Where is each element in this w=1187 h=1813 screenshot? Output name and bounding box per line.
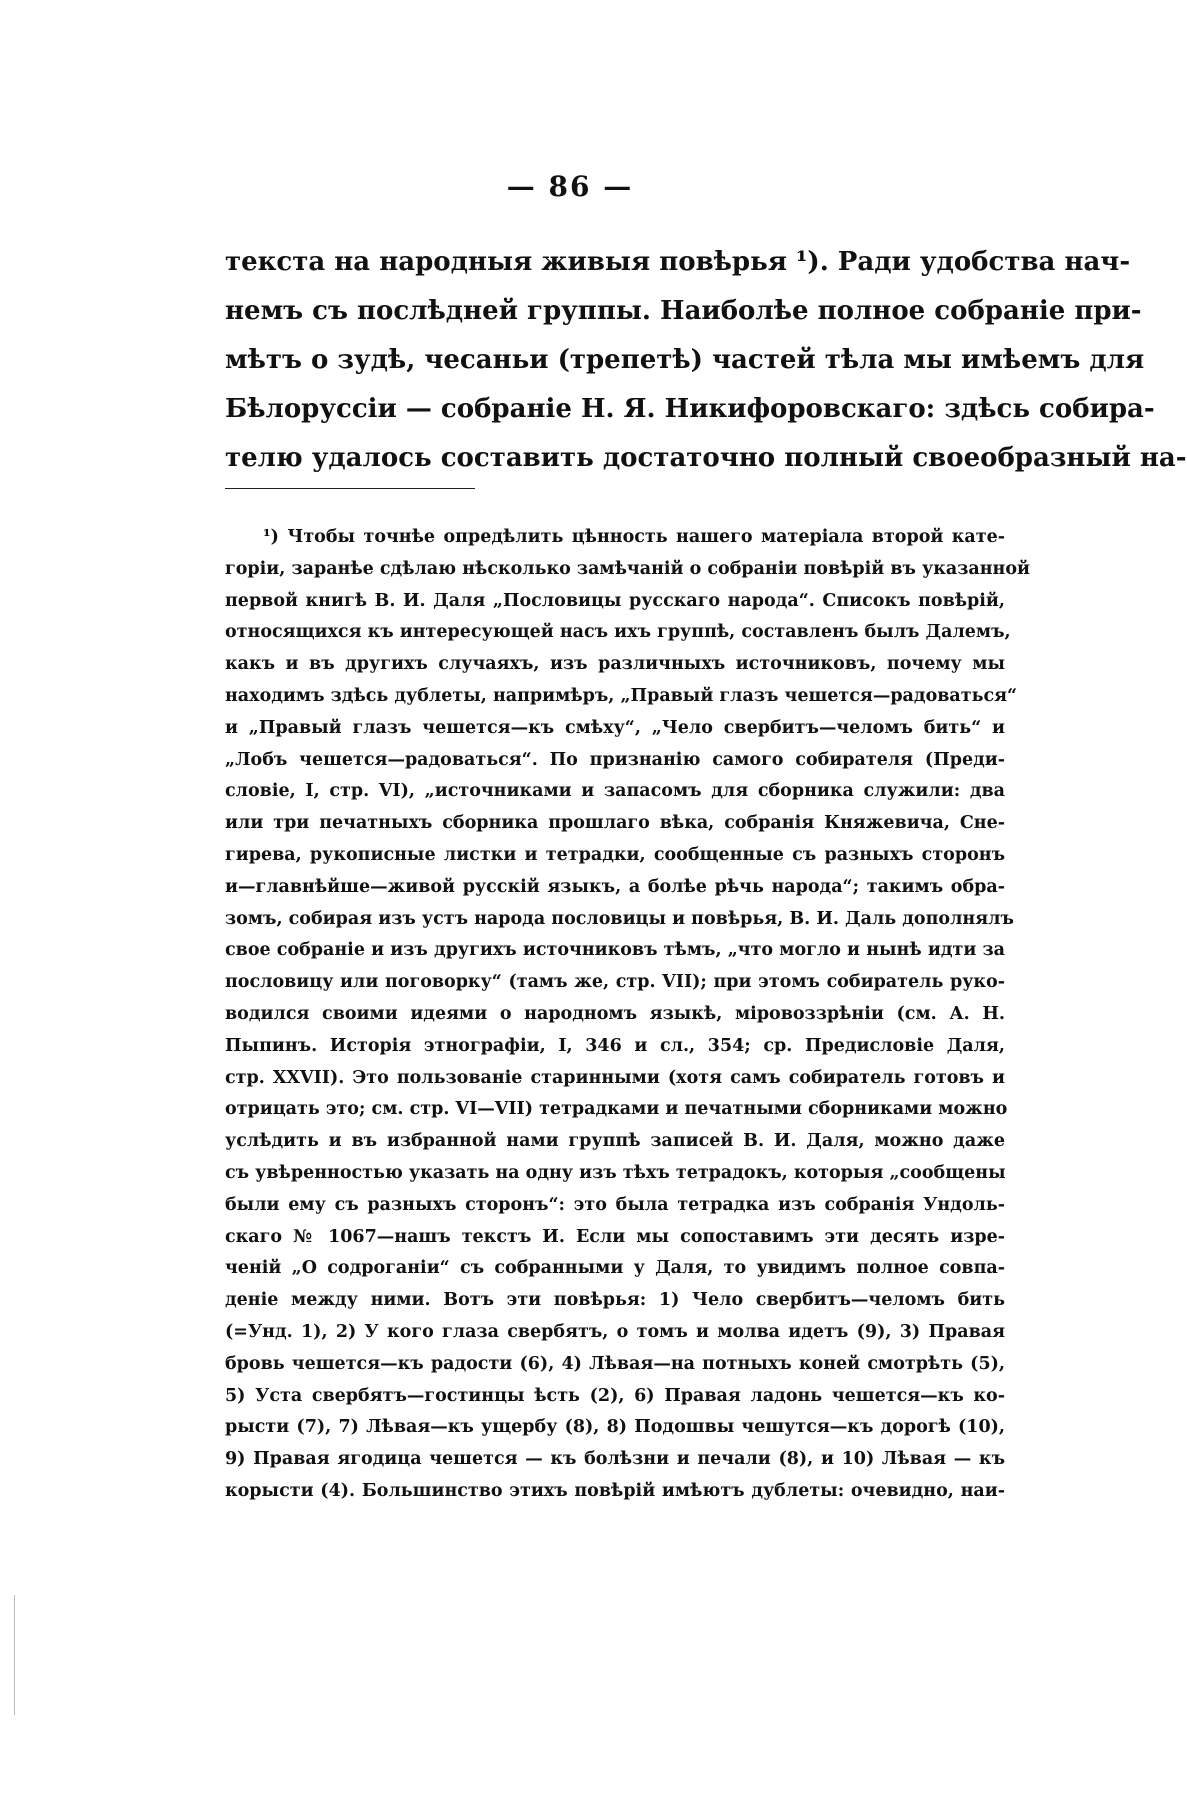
- footnote-line: отрицать это; см. стр. VI—VII) тетрадками и печатными сборниками можно: [225, 1099, 1008, 1120]
- footnote-line: деніе между ними. Вотъ эти повѣрья: 1) Чело свербитъ—челомъ бить: [225, 1290, 1005, 1311]
- footnote-line: водился своими идеями о народномъ языкѣ, міровоззрѣніи (см. А. Н.: [225, 1003, 1005, 1024]
- footnote-line: первой книгѣ В. И. Даля „Пословицы русскаго народа“. Списокъ повѣрій,: [225, 590, 1005, 611]
- footnote-line: какъ и въ другихъ случаяхъ, изъ различныхъ источниковъ, почему мы: [225, 654, 1005, 675]
- footnote-line: зомъ, собирая изъ устъ народа пословицы и повѣрья, В. И. Даль дополнялъ: [225, 908, 1014, 929]
- main-text-line: немъ съ послѣдней группы. Наиболѣе полное собраніе при-: [225, 296, 1142, 326]
- footnote-line: (=Унд. 1), 2) У кого глаза свербятъ, о томъ и молва идетъ (9), 3) Правая: [225, 1321, 1005, 1342]
- footnote-line: 5) Уста свербятъ—гостинцы ѣсть (2), 6) Правая ладонь чешется—къ ко-: [225, 1385, 1005, 1406]
- footnote-line: словіе, I, стр. VI), „источниками и запасомъ для сборника служили: два: [225, 781, 1005, 802]
- footnote-line: пословицу или поговорку“ (тамъ же, стр. VII); при этомъ собиратель руко-: [225, 972, 1005, 993]
- footnote-line: рысти (7), 7) Лѣвая—къ ущербу (8), 8) Подошвы чешутся—къ дорогѣ (10),: [225, 1417, 1005, 1438]
- footnote-line: скаго № 1067—нашъ текстъ И. Если мы сопоставимъ эти десять изре-: [225, 1226, 1005, 1247]
- footnote-separator-rule: [225, 488, 475, 489]
- footnote-line: гирева, рукописные листки и тетрадки, сообщенные съ разныхъ сторонъ: [225, 844, 1005, 865]
- footnote-line: свое собраніе и изъ другихъ источниковъ тѣмъ, „что могло и нынѣ идти за: [225, 940, 1005, 961]
- footnote-line: были ему съ разныхъ сторонъ“: это была тетрадка изъ собранія Ундоль-: [225, 1194, 1005, 1215]
- main-text-line: мѣтъ о зудѣ, чесаньи (трепетѣ) частей тѣла мы имѣемъ для: [225, 345, 1145, 375]
- footnote-line: или три печатныхъ сборника прошлаго вѣка, собранія Княжевича, Сне-: [225, 813, 1005, 834]
- footnote-line: „Лобъ чешется—радоваться“. По признанію самого собирателя (Преди-: [225, 749, 1005, 770]
- footnote-line: и „Правый глазъ чешется—къ смѣху“, „Чело свербитъ—челомъ бить“ и: [225, 717, 1005, 738]
- scan-margin-mark: [14, 1595, 15, 1715]
- main-text: [225, 238, 1187, 483]
- footnote-line: Пыпинъ. Исторія этнографіи, I, 346 и сл., 354; ср. Предисловіе Даля,: [225, 1035, 1005, 1056]
- footnote-line: ¹) Чтобы точнѣе опредѣлить цѣнность нашего матеріала второй кате-: [263, 527, 1005, 547]
- footnote-line: горіи, заранѣе сдѣлаю нѣсколько замѣчаній о собраніи повѣрій въ указанной: [225, 558, 1030, 579]
- footnote-line: ченій „О содроганіи“ съ собранными у Даля, то увидимъ полное совпа-: [225, 1258, 1005, 1279]
- page-number: — 86 —: [506, 170, 634, 203]
- footnote-line: и—главнѣйше—живой русскій языкъ, а болѣе рѣчь народа“; такимъ обра-: [225, 876, 1005, 897]
- footnote-line: корысти (4). Большинство этихъ повѣрій имѣютъ дублеты: очевидно, наи-: [225, 1480, 1005, 1501]
- footnote-line: съ увѣренностью указать на одну изъ тѣхъ тетрадокъ, которыя „сообщены: [225, 1162, 1006, 1183]
- footnote-line: 9) Правая ягодица чешется — къ болѣзни и печали (8), и 10) Лѣвая — къ: [225, 1449, 1005, 1470]
- footnote: [225, 522, 1030, 1508]
- footnote-line: находимъ здѣсь дублеты, напримѣръ, „Правый глазъ чешется—радоваться“: [225, 685, 1018, 706]
- footnote-line: услѣдить и въ избранной нами группѣ записей В. И. Даля, можно даже: [225, 1131, 1005, 1152]
- footnote-line: относящихся къ интересующей насъ ихъ группѣ, составленъ былъ Далемъ,: [225, 622, 1011, 643]
- main-text-line: текста на народныя живыя повѣрья ¹). Ради удобства нач-: [225, 247, 1131, 277]
- footnote-line: стр. XXVII). Это пользованіе старинными (хотя самъ собиратель готовъ и: [225, 1067, 1005, 1088]
- main-text-line: телю удалось составить достаточно полный своеобразный на-: [225, 443, 1187, 473]
- main-text-line: Бѣлоруссіи — собраніе Н. Я. Никифоровскаго: здѣсь собира-: [225, 394, 1155, 424]
- footnote-line: бровь чешется—къ радости (6), 4) Лѣвая—на потныхъ коней смотрѣть (5),: [225, 1353, 1005, 1374]
